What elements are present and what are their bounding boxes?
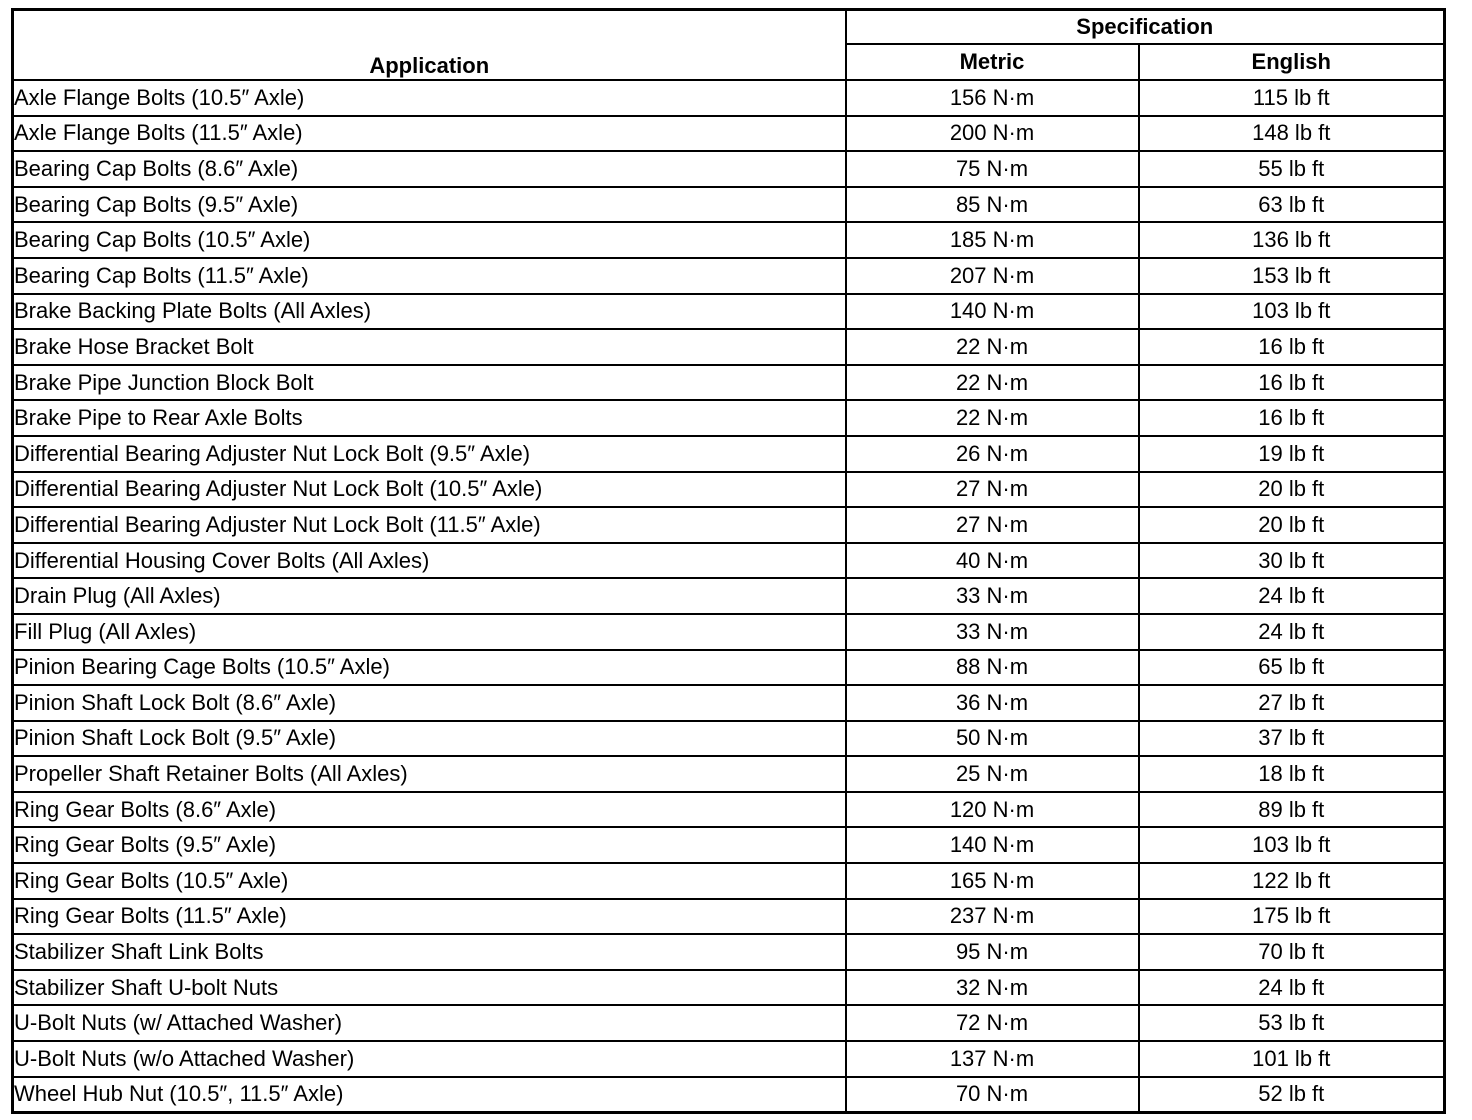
cell-english: 24 lb ft (1139, 970, 1445, 1006)
cell-english: 16 lb ft (1139, 400, 1445, 436)
table-row (13, 472, 1445, 508)
cell-english: 89 lb ft (1139, 792, 1445, 828)
cell-metric: 26 N·m (846, 436, 1139, 472)
table-row (13, 1041, 1445, 1077)
cell-application: Differential Bearing Adjuster Nut Lock Bolt (9.5″ Axle) (13, 436, 846, 472)
table-row (13, 365, 1445, 401)
cell-metric: 50 N·m (846, 721, 1139, 757)
header-application: Application (13, 10, 846, 81)
table-row (13, 1005, 1445, 1041)
table-row (13, 863, 1445, 899)
cell-english: 65 lb ft (1139, 650, 1445, 686)
table-row (13, 650, 1445, 686)
cell-application: Pinion Shaft Lock Bolt (9.5″ Axle) (13, 721, 846, 757)
cell-metric: 120 N·m (846, 792, 1139, 828)
table-row (13, 756, 1445, 792)
cell-english: 24 lb ft (1139, 614, 1445, 650)
cell-english: 175 lb ft (1139, 899, 1445, 935)
cell-metric: 156 N·m (846, 80, 1139, 116)
cell-application: Fill Plug (All Axles) (13, 614, 846, 650)
header-row-group (13, 10, 1445, 45)
cell-metric: 27 N·m (846, 472, 1139, 508)
table-row (13, 400, 1445, 436)
cell-metric: 33 N·m (846, 614, 1139, 650)
table-row (13, 970, 1445, 1006)
cell-application: Stabilizer Shaft U-bolt Nuts (13, 970, 846, 1006)
table-row (13, 116, 1445, 152)
cell-english: 24 lb ft (1139, 578, 1445, 614)
cell-english: 122 lb ft (1139, 863, 1445, 899)
cell-application: Differential Bearing Adjuster Nut Lock Bolt (10.5″ Axle) (13, 472, 846, 508)
cell-application: Ring Gear Bolts (9.5″ Axle) (13, 827, 846, 863)
table-row (13, 222, 1445, 258)
cell-application: Ring Gear Bolts (10.5″ Axle) (13, 863, 846, 899)
cell-metric: 22 N·m (846, 400, 1139, 436)
cell-metric: 22 N·m (846, 365, 1139, 401)
cell-english: 16 lb ft (1139, 329, 1445, 365)
table-row (13, 578, 1445, 614)
table-row (13, 1077, 1445, 1113)
header-specification: Specification (846, 10, 1445, 45)
cell-metric: 185 N·m (846, 222, 1139, 258)
cell-metric: 165 N·m (846, 863, 1139, 899)
cell-metric: 137 N·m (846, 1041, 1139, 1077)
header-metric: Metric (846, 44, 1139, 80)
table-body (13, 80, 1445, 1113)
cell-application: Ring Gear Bolts (11.5″ Axle) (13, 899, 846, 935)
table-row (13, 436, 1445, 472)
cell-metric: 85 N·m (846, 187, 1139, 223)
table-row (13, 721, 1445, 757)
cell-application: Pinion Shaft Lock Bolt (8.6″ Axle) (13, 685, 846, 721)
cell-application: U-Bolt Nuts (w/ Attached Washer) (13, 1005, 846, 1041)
cell-application: Bearing Cap Bolts (9.5″ Axle) (13, 187, 846, 223)
table-row (13, 827, 1445, 863)
cell-english: 20 lb ft (1139, 472, 1445, 508)
cell-english: 153 lb ft (1139, 258, 1445, 294)
cell-english: 115 lb ft (1139, 80, 1445, 116)
cell-application: Wheel Hub Nut (10.5″, 11.5″ Axle) (13, 1077, 846, 1113)
cell-english: 19 lb ft (1139, 436, 1445, 472)
table-row (13, 329, 1445, 365)
cell-english: 55 lb ft (1139, 151, 1445, 187)
cell-metric: 27 N·m (846, 507, 1139, 543)
cell-metric: 32 N·m (846, 970, 1139, 1006)
cell-english: 103 lb ft (1139, 827, 1445, 863)
cell-metric: 88 N·m (846, 650, 1139, 686)
cell-application: Ring Gear Bolts (8.6″ Axle) (13, 792, 846, 828)
header-english: English (1139, 44, 1445, 80)
table-row (13, 151, 1445, 187)
cell-metric: 36 N·m (846, 685, 1139, 721)
cell-application: Differential Housing Cover Bolts (All Axles) (13, 543, 846, 579)
cell-english: 52 lb ft (1139, 1077, 1445, 1113)
cell-english: 20 lb ft (1139, 507, 1445, 543)
cell-application: Brake Backing Plate Bolts (All Axles) (13, 294, 846, 330)
cell-application: Pinion Bearing Cage Bolts (10.5″ Axle) (13, 650, 846, 686)
table-row (13, 685, 1445, 721)
cell-application: U-Bolt Nuts (w/o Attached Washer) (13, 1041, 846, 1077)
cell-application: Bearing Cap Bolts (11.5″ Axle) (13, 258, 846, 294)
cell-application: Drain Plug (All Axles) (13, 578, 846, 614)
table-header (13, 10, 1445, 81)
table-row (13, 80, 1445, 116)
table-row (13, 294, 1445, 330)
cell-application: Stabilizer Shaft Link Bolts (13, 934, 846, 970)
cell-application: Brake Hose Bracket Bolt (13, 329, 846, 365)
cell-metric: 25 N·m (846, 756, 1139, 792)
table-row (13, 258, 1445, 294)
cell-english: 30 lb ft (1139, 543, 1445, 579)
cell-metric: 140 N·m (846, 827, 1139, 863)
cell-english: 53 lb ft (1139, 1005, 1445, 1041)
cell-english: 37 lb ft (1139, 721, 1445, 757)
cell-english: 103 lb ft (1139, 294, 1445, 330)
cell-application: Differential Bearing Adjuster Nut Lock Bolt (11.5″ Axle) (13, 507, 846, 543)
torque-specification-table (11, 8, 1446, 1114)
table-row (13, 899, 1445, 935)
cell-metric: 72 N·m (846, 1005, 1139, 1041)
cell-metric: 75 N·m (846, 151, 1139, 187)
cell-application: Bearing Cap Bolts (10.5″ Axle) (13, 222, 846, 258)
cell-application: Brake Pipe Junction Block Bolt (13, 365, 846, 401)
cell-metric: 40 N·m (846, 543, 1139, 579)
cell-metric: 70 N·m (846, 1077, 1139, 1113)
table-row (13, 614, 1445, 650)
cell-metric: 95 N·m (846, 934, 1139, 970)
cell-metric: 22 N·m (846, 329, 1139, 365)
cell-metric: 200 N·m (846, 116, 1139, 152)
cell-application: Propeller Shaft Retainer Bolts (All Axles) (13, 756, 846, 792)
cell-english: 63 lb ft (1139, 187, 1445, 223)
cell-english: 18 lb ft (1139, 756, 1445, 792)
cell-english: 16 lb ft (1139, 365, 1445, 401)
cell-metric: 33 N·m (846, 578, 1139, 614)
cell-metric: 237 N·m (846, 899, 1139, 935)
table-row (13, 507, 1445, 543)
table-row (13, 543, 1445, 579)
cell-application: Brake Pipe to Rear Axle Bolts (13, 400, 846, 436)
cell-english: 136 lb ft (1139, 222, 1445, 258)
cell-english: 27 lb ft (1139, 685, 1445, 721)
cell-metric: 207 N·m (846, 258, 1139, 294)
table-row (13, 934, 1445, 970)
cell-metric: 140 N·m (846, 294, 1139, 330)
cell-english: 70 lb ft (1139, 934, 1445, 970)
cell-english: 148 lb ft (1139, 116, 1445, 152)
cell-english: 101 lb ft (1139, 1041, 1445, 1077)
cell-application: Bearing Cap Bolts (8.6″ Axle) (13, 151, 846, 187)
cell-application: Axle Flange Bolts (11.5″ Axle) (13, 116, 846, 152)
cell-application: Axle Flange Bolts (10.5″ Axle) (13, 80, 846, 116)
table-row (13, 792, 1445, 828)
table-row (13, 187, 1445, 223)
